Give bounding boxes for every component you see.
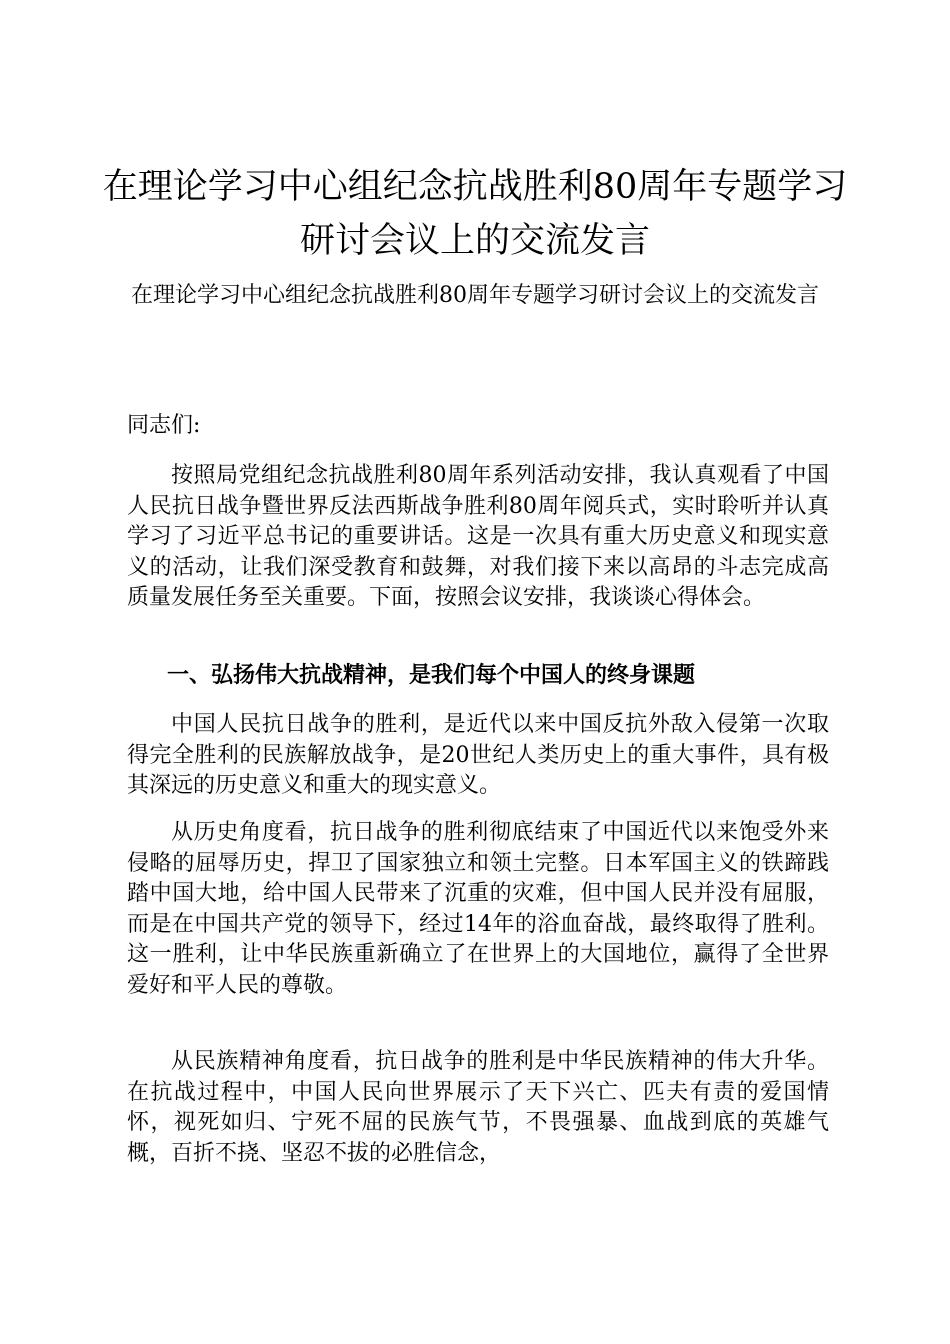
section-paragraph-3: 从民族精神角度看，抗日战争的胜利是中华民族精神的伟大升华。在抗战过程中，中国人民向世界展示了天下兴亡、匹夫有责的爱国情怀，视死如归、宁死不屈的民族气节，不畏强暴、血战到底的英雄气概，百折不挠、坚忍不拔的必胜信念， [127,1049,829,1166]
document-subtitle: 在理论学习中心组纪念抗战胜利80周年专题学习研讨会议上的交流发言 [131,283,819,308]
section-paragraph-2: 从历史角度看，抗日战争的胜利彻底结束了中国近代以来饱受外来侵略的屈辱历史，捍卫了国家独立和领土完整。日本军国主义的铁蹄践踏中国大地，给中国人民带来了沉重的灾难，但中国人民并没有屈服，而是在中国共产党的领导下，经过14年的浴血奋战，最终取得了胜利。这一胜利，让中华民族重新确立了在世界上的大国地位，赢得了全世界爱好和平人民的尊敬。 [127,820,829,998]
section-heading: 一、弘扬伟大抗战精神，是我们每个中国人的终身课题 [167,663,696,688]
section-paragraph-1: 中国人民抗日战争的胜利，是近代以来中国反抗外敌入侵第一次取得完全胜利的民族解放战争，是20世纪人类历史上的重大事件，具有极其深远的历史意义和重大的现实意义。 [127,712,829,798]
document-title: 在理论学习中心组纪念抗战胜利80周年专题学习研讨会议上的交流发言 [102,167,848,261]
salutation: 同志们: [127,413,201,438]
intro-paragraph: 按照局党组纪念抗战胜利80周年系列活动安排，我认真观看了中国人民抗日战争暨世界反法西斯战争胜利80周年阅兵式，实时聆听并认真学习了习近平总书记的重要讲话。这是一次具有重大历史意义和现实意义的活动，让我们深受教育和鼓舞，对我们接下来以高昂的斗志完成高质量发展任务至关重要。下面，按照会议安排，我谈谈心得体会。 [127,463,829,610]
